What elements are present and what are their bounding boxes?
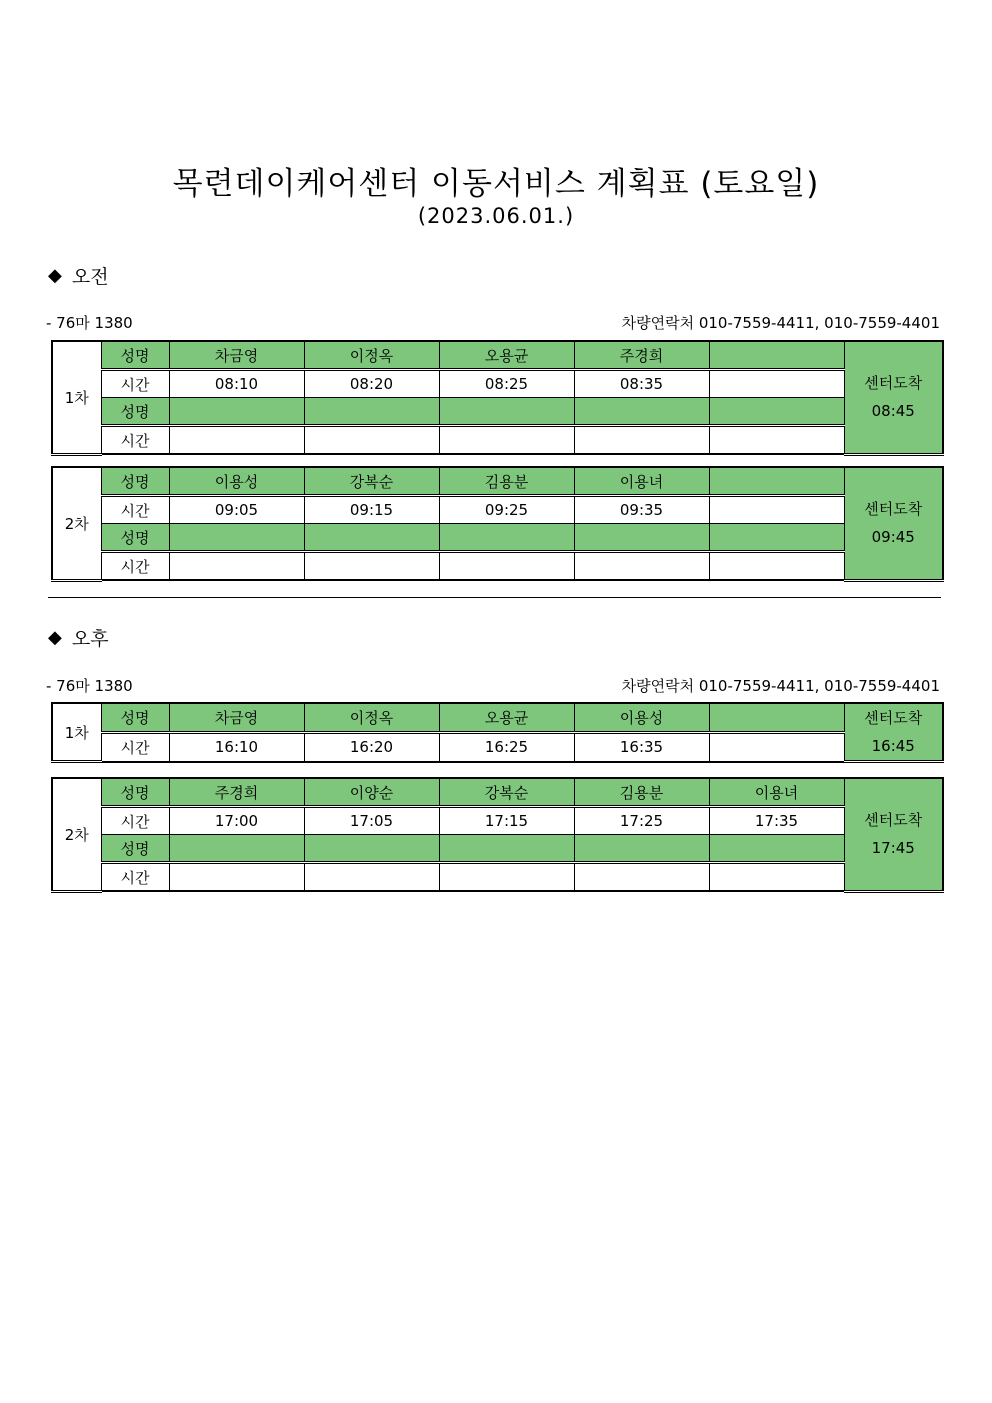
pickup-time — [574, 552, 709, 581]
schedule-table — [51, 466, 944, 582]
row-label-time: 시간 — [101, 426, 169, 455]
passenger-name: 차금영 — [169, 703, 304, 732]
schedule-table — [51, 340, 944, 456]
round-label: 2차 — [52, 467, 101, 580]
pickup-time — [304, 552, 439, 581]
pickup-time: 17:25 — [574, 807, 709, 835]
passenger-name — [169, 398, 304, 426]
arrival-label: 센터도착 — [864, 374, 923, 393]
diamond-bullet-icon: ◆ — [48, 265, 62, 286]
pickup-time: 09:25 — [439, 496, 574, 524]
section-heading-label: 오전 — [71, 266, 109, 288]
passenger-name — [169, 524, 304, 552]
round-label: 2차 — [52, 778, 101, 891]
name-row — [52, 835, 943, 863]
vehicle-number: - 76마 1380 — [46, 677, 133, 695]
row-label-time: 시간 — [101, 807, 169, 835]
pickup-time: 09:35 — [574, 496, 709, 524]
pickup-time: 08:25 — [439, 370, 574, 398]
pickup-time: 17:05 — [304, 807, 439, 835]
pickup-time: 08:20 — [304, 370, 439, 398]
time-row — [52, 732, 943, 761]
passenger-name: 김용분 — [574, 778, 709, 807]
pickup-time — [709, 732, 844, 761]
time-row — [52, 552, 943, 581]
section-divider — [48, 597, 941, 598]
pickup-time — [709, 863, 844, 892]
vehicle-info-morning — [46, 312, 940, 333]
name-row — [52, 467, 943, 496]
arrival-label: 센터도착 — [864, 500, 923, 519]
pickup-time: 16:20 — [304, 732, 439, 761]
passenger-name — [574, 398, 709, 426]
passenger-name — [709, 467, 844, 496]
passenger-name: 주경희 — [169, 778, 304, 807]
pickup-time — [304, 426, 439, 455]
time-row — [52, 496, 943, 524]
pickup-time: 16:10 — [169, 732, 304, 761]
passenger-name — [709, 398, 844, 426]
row-label-name: 성명 — [101, 467, 169, 496]
row-label-time: 시간 — [101, 863, 169, 892]
section-heading-morning — [48, 262, 109, 289]
passenger-name: 이용성 — [169, 467, 304, 496]
row-label-time: 시간 — [101, 496, 169, 524]
arrival-cell — [844, 703, 943, 762]
passenger-name — [574, 524, 709, 552]
row-label-time: 시간 — [101, 370, 169, 398]
row-label-name: 성명 — [101, 398, 169, 426]
time-row — [52, 863, 943, 892]
pickup-time: 16:35 — [574, 732, 709, 761]
pickup-time — [169, 863, 304, 892]
pickup-time: 17:15 — [439, 807, 574, 835]
passenger-name — [709, 524, 844, 552]
arrival-cell — [844, 467, 943, 580]
pickup-time — [439, 552, 574, 581]
arrival-time: 08:45 — [871, 402, 915, 421]
arrival-cell — [844, 778, 943, 891]
time-row — [52, 807, 943, 835]
vehicle-info-afternoon — [46, 675, 940, 696]
pickup-time — [439, 863, 574, 892]
passenger-name: 강복순 — [439, 778, 574, 807]
pickup-time: 16:25 — [439, 732, 574, 761]
passenger-name: 오용균 — [439, 703, 574, 732]
pickup-time — [439, 426, 574, 455]
arrival-label: 센터도착 — [864, 811, 923, 830]
name-row — [52, 398, 943, 426]
passenger-name: 이양순 — [304, 778, 439, 807]
vehicle-number: - 76마 1380 — [46, 314, 133, 332]
pickup-time: 17:35 — [709, 807, 844, 835]
passenger-name: 이용성 — [574, 703, 709, 732]
section-heading-afternoon — [48, 624, 109, 651]
passenger-name: 오용균 — [439, 341, 574, 370]
passenger-name: 주경희 — [574, 341, 709, 370]
vehicle-contact: 차량연락처 010-7559-4411, 010-7559-4401 — [621, 314, 940, 332]
pickup-time: 09:15 — [304, 496, 439, 524]
row-label-name: 성명 — [101, 524, 169, 552]
pickup-time — [304, 863, 439, 892]
pickup-time — [709, 552, 844, 581]
row-label-time: 시간 — [101, 732, 169, 761]
pickup-time — [574, 863, 709, 892]
pickup-time — [169, 426, 304, 455]
passenger-name — [169, 835, 304, 863]
row-label-name: 성명 — [101, 341, 169, 370]
arrival-time: 16:45 — [871, 737, 915, 755]
pickup-time: 09:05 — [169, 496, 304, 524]
page-date: (2023.06.01.) — [417, 204, 575, 228]
passenger-name: 김용분 — [439, 467, 574, 496]
pickup-time — [169, 552, 304, 581]
pickup-time: 08:10 — [169, 370, 304, 398]
passenger-name — [304, 524, 439, 552]
row-label-name: 성명 — [101, 703, 169, 732]
time-row — [52, 370, 943, 398]
row-label-name: 성명 — [101, 778, 169, 807]
passenger-name — [709, 703, 844, 732]
passenger-name: 차금영 — [169, 341, 304, 370]
schedule-table — [51, 702, 944, 763]
arrival-time: 09:45 — [871, 528, 915, 547]
passenger-name — [574, 835, 709, 863]
arrival-time: 17:45 — [871, 839, 915, 858]
passenger-name: 강복순 — [304, 467, 439, 496]
name-row — [52, 778, 943, 807]
name-row — [52, 524, 943, 552]
arrival-cell — [844, 341, 943, 454]
round-label: 1차 — [52, 341, 101, 454]
pickup-time — [709, 426, 844, 455]
name-row — [52, 341, 943, 370]
row-label-time: 시간 — [101, 552, 169, 581]
vehicle-contact: 차량연락처 010-7559-4411, 010-7559-4401 — [621, 677, 940, 695]
page-title: 목련데이케어센터 이동서비스 계획표 (토요일) — [172, 166, 820, 202]
pickup-time — [574, 426, 709, 455]
row-label-name: 성명 — [101, 835, 169, 863]
passenger-name: 이정옥 — [304, 703, 439, 732]
passenger-name — [709, 341, 844, 370]
arrival-label: 센터도착 — [864, 709, 923, 727]
passenger-name: 이정옥 — [304, 341, 439, 370]
time-row — [52, 426, 943, 455]
pickup-time: 08:35 — [574, 370, 709, 398]
pickup-time: 17:00 — [169, 807, 304, 835]
section-heading-label: 오후 — [71, 628, 109, 650]
diamond-bullet-icon: ◆ — [48, 627, 62, 648]
round-label: 1차 — [52, 703, 101, 762]
passenger-name — [439, 398, 574, 426]
name-row — [52, 703, 943, 732]
passenger-name — [439, 524, 574, 552]
passenger-name: 이용녀 — [574, 467, 709, 496]
passenger-name — [304, 835, 439, 863]
passenger-name — [709, 835, 844, 863]
passenger-name — [439, 835, 574, 863]
schedule-table — [51, 777, 944, 893]
passenger-name — [304, 398, 439, 426]
pickup-time — [709, 496, 844, 524]
passenger-name: 이용녀 — [709, 778, 844, 807]
pickup-time — [709, 370, 844, 398]
